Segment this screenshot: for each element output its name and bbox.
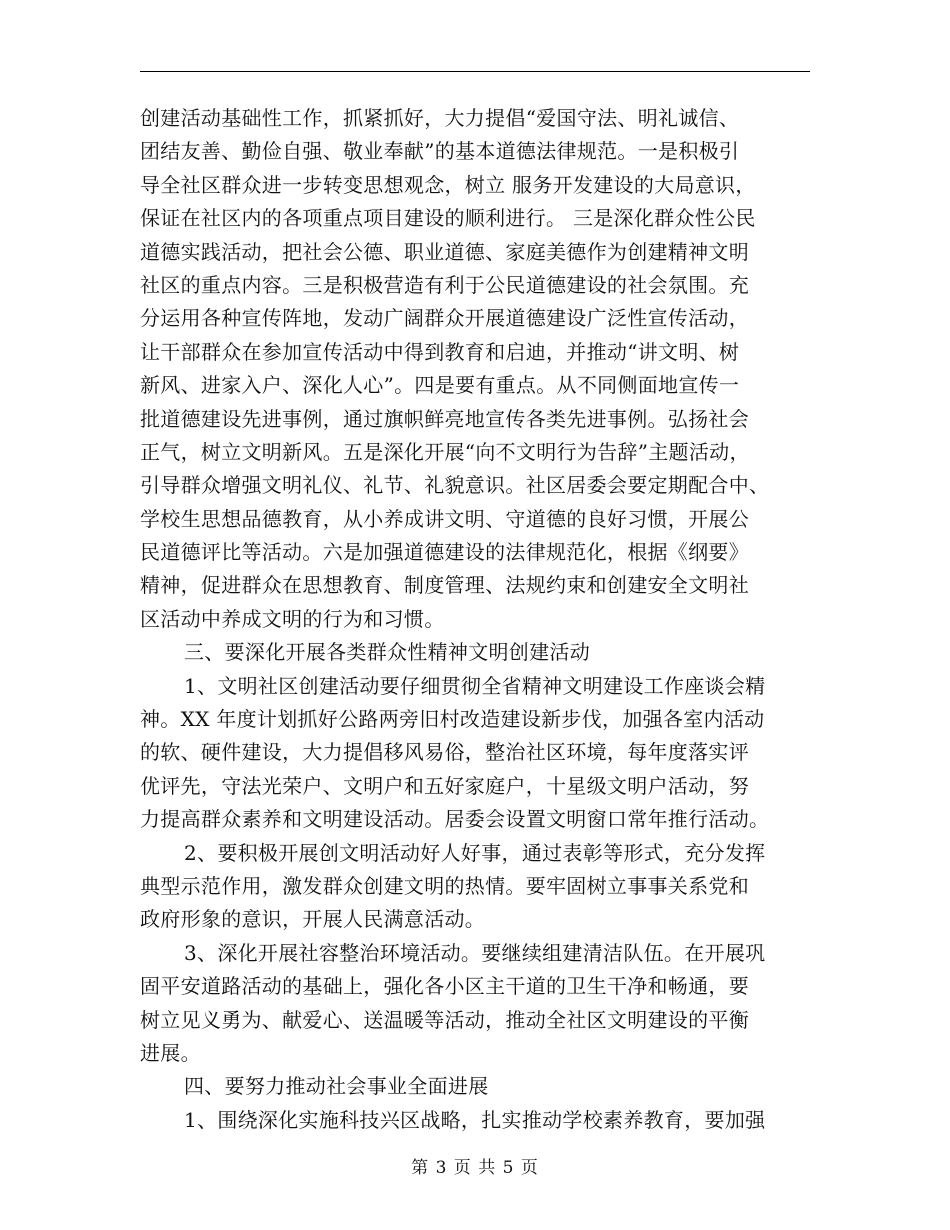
text-line: 批道德建设先进事例，通过旗帜鲜亮地宣传各类先进事例。弘扬社会 [140, 406, 749, 431]
text-line: 1、文明社区创建活动要仔细贯彻全省精神文明建设工作座谈会精 [184, 673, 766, 698]
text-line: 保证在社区内的各项重点项目建设的顺利进行。 三是深化群众性公民 [140, 206, 756, 231]
text-line: 进展。 [140, 1040, 201, 1065]
text-line: 学校生思想品德教育，从小养成讲文明、守道德的良好习惯，开展公 [140, 506, 749, 531]
text-line: 固平安道路活动的基础上，强化各小区主干道的卫生干净和畅通，要 [140, 974, 749, 999]
text-line: 神。XX 年度计划抓好公路两旁旧村改造建设新步伐，加强各室内活动 [140, 707, 765, 732]
text-line: 四、要努力推动社会事业全面进展 [184, 1074, 489, 1099]
page-footer: 第 3 页 共 5 页 [411, 1158, 539, 1178]
text-line: 优评先，守法光荣户、文明户和五好家庭户，十星级文明户活动，努 [140, 773, 749, 798]
text-line: 三、要深化开展各类群众性精神文明创建活动 [184, 640, 590, 665]
text-line: 团结友善、勤俭自强、敬业奉献”的基本道德法律规范。一是积极引 [140, 139, 740, 164]
text-line: 的软、硬件建设，大力提倡移风易俗，整治社区环境，每年度落实评 [140, 740, 749, 765]
text-line: 力提高群众素养和文明建设活动。居委会设置文明窗口常年推行活动。 [140, 807, 770, 832]
text-line: 引导群众增强文明礼仪、礼节、礼貌意识。社区居委会要定期配合中、 [140, 473, 770, 498]
text-line: 政府形象的意识，开展人民满意活动。 [140, 907, 486, 932]
text-line: 正气，树立文明新风。五是深化开展“向不文明行为告辞”主题活动， [140, 439, 750, 464]
text-line: 导全社区群众进一步转变思想观念，树立 服务开发建设的大局意识， [140, 172, 756, 197]
document-body [140, 102, 820, 1137]
text-line: 创建活动基础性工作，抓紧抓好，大力提倡“爱国守法、明礼诚信、 [140, 106, 740, 130]
text-line: 让干部群众在参加宣传活动中得到教育和启迪，并推动“讲文明、树 [140, 339, 740, 364]
header-rule [140, 71, 810, 72]
text-line: 典型示范作用，激发群众创建文明的热情。要牢固树立事事关系党和 [140, 873, 749, 898]
text-line: 精神，促进群众在思想教育、制度管理、法规约束和创建安全文明社 [140, 573, 749, 598]
text-line: 区活动中养成文明的行为和习惯。 [140, 606, 445, 631]
text-line: 树立见义勇为、献爱心、送温暖等活动，推动全社区文明建设的平衡 [140, 1007, 749, 1032]
text-line: 2、要积极开展创文明活动好人好事，通过表彰等形式，充分发挥 [184, 840, 766, 865]
text-line: 社区的重点内容。三是积极营造有利于公民道德建设的社会氛围。充 [140, 272, 749, 297]
text-line: 民道德评比等活动。六是加强道德建设的法律规范化，根据《纲要》 [140, 540, 749, 565]
text-line: 分运用各种宣传阵地，发动广阔群众开展道德建设广泛性宣传活动， [140, 306, 749, 331]
text-line: 新风、进家入户、深化人心”。四是要有重点。从不同侧面地宣传一 [140, 373, 740, 398]
text-line: 3、深化开展社容整治环境活动。要继续组建清洁队伍。在开展巩 [184, 940, 766, 965]
text-line: 道德实践活动，把社会公德、职业道德、家庭美德作为创建精神文明 [140, 239, 749, 264]
text-line: 1、围绕深化实施科技兴区战略，扎实推动学校素养教育，要加强 [184, 1107, 766, 1132]
